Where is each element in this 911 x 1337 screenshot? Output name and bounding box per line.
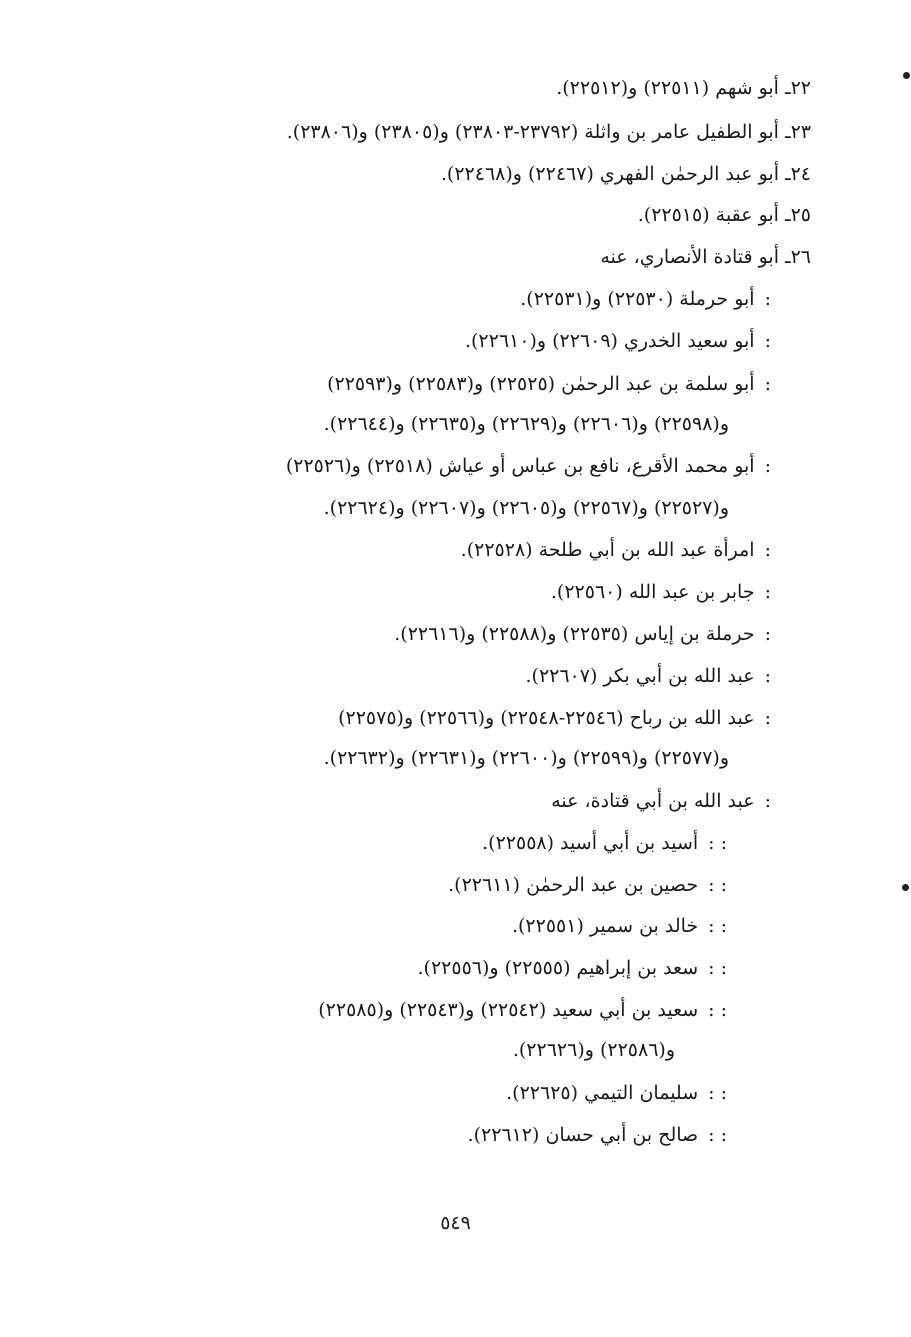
sub-narrator-item <box>468 1121 727 1149</box>
narrator-item <box>551 787 771 815</box>
level-marker: : <box>764 373 771 395</box>
narrator-text: جابر بن عبد الله (٢٢٥٦٠). <box>550 581 755 603</box>
sub-narrator-text: صالح بن أبي حسان (٢٢٦١٢). <box>467 1124 699 1146</box>
level-marker: : <box>764 330 771 352</box>
sub-narrator-text: حصين بن عبد الرحمٰن (٢٢٦١١). <box>448 874 699 896</box>
narrator-continuation: و(٢٢٥٧٧) و(٢٢٥٩٩) و(٢٢٦٠٠) و(٢٢٦٣١) و(٢٢٦٣٢). <box>323 747 729 769</box>
level-marker: : <box>764 790 771 812</box>
level-marker: : <box>764 623 771 645</box>
narrator-text: أبو سعيد الخدري (٢٢٦٠٩) و(٢٢٦١٠). <box>464 330 755 352</box>
narrator-text: عبد الله بن أبي بكر (٢٢٦٠٧). <box>525 665 755 687</box>
level-marker: : : <box>708 1124 727 1146</box>
narrator-item <box>525 662 771 690</box>
level-marker: : <box>764 581 771 603</box>
narrator-text: أبو سلمة بن عبد الرحمٰن (٢٢٥٢٥) و(٢٢٥٨٣) و(٢٢٥٩٣) <box>327 373 755 395</box>
narrator-item <box>520 285 771 313</box>
narrator-text: عبد الله بن أبي قتادة، عنه <box>551 790 755 812</box>
sub-narrator-text: خالد بن سمير (٢٢٥٥١). <box>511 915 699 937</box>
narrator-item <box>327 370 771 398</box>
entry-25: ٢٥ـ أبو عقبة (٢٢٥١٥). <box>637 204 811 226</box>
narrator-item <box>286 452 771 480</box>
level-marker: : <box>764 707 771 729</box>
level-marker: : <box>764 288 771 310</box>
level-marker: : <box>764 539 771 561</box>
narrator-item <box>394 620 771 648</box>
level-marker: : : <box>708 957 727 979</box>
level-marker: : <box>764 665 771 687</box>
entry-22: ٢٢ـ أبو شهم (٢٢٥١١) و(٢٢٥١٢). <box>556 77 811 99</box>
sub-narrator-continuation: و(٢٢٥٨٦) و(٢٢٦٢٦). <box>512 1039 675 1061</box>
sub-narrator-text: سليمان التيمي (٢٢٦٢٥). <box>506 1082 699 1104</box>
narrator-item <box>551 578 771 606</box>
narrator-continuation: و(٢٢٥٢٧) و(٢٢٥٦٧) و(٢٢٦٠٥) و(٢٢٦٠٧) و(٢٢٦٢٤). <box>323 497 729 519</box>
level-marker: : : <box>708 915 727 937</box>
narrator-text: أبو محمد الأقرع، نافع بن عباس أو عياش (٢٢٥١٨) و(٢٢٥٢٦) <box>285 455 755 477</box>
scan-mark <box>902 884 909 891</box>
narrator-text: امرأة عبد الله بن أبي طلحة (٢٢٥٢٨). <box>460 539 755 561</box>
narrator-item <box>338 704 771 732</box>
sub-narrator-item <box>418 954 727 982</box>
narrator-item <box>465 327 771 355</box>
sub-narrator-item <box>482 829 727 857</box>
sub-narrator-text: سعيد بن أبي سعيد (٢٢٥٤٢) و(٢٢٥٤٣) و(٢٢٥٨٥) <box>318 999 699 1021</box>
level-marker: : <box>764 455 771 477</box>
entry-26: ٢٦ـ أبو قتادة الأنصاري، عنه <box>600 246 811 268</box>
level-marker: : : <box>708 1082 727 1104</box>
sub-narrator-item <box>318 996 727 1024</box>
entry-24: ٢٤ـ أبو عبد الرحمٰن الفهري (٢٢٤٦٧) و(٢٢٤٦٨). <box>440 163 811 185</box>
level-marker: : : <box>708 999 727 1021</box>
narrator-continuation: و(٢٢٥٩٨) و(٢٢٦٠٦) و(٢٢٦٢٩) و(٢٢٦٣٥) و(٢٢٦٤٤). <box>323 413 729 435</box>
level-marker: : : <box>708 832 727 854</box>
narrator-text: حرملة بن إياس (٢٢٥٣٥) و(٢٢٥٨٨) و(٢٢٦١٦). <box>394 623 755 645</box>
sub-narrator-item <box>448 871 727 899</box>
sub-narrator-text: أسيد بن أبي أسيد (٢٢٥٥٨). <box>482 832 699 854</box>
level-marker: : : <box>708 874 727 896</box>
narrator-item <box>461 536 771 564</box>
page-number: ٥٤٩ <box>440 1212 471 1234</box>
scan-mark <box>903 72 910 79</box>
sub-narrator-item <box>512 912 727 940</box>
entry-23: ٢٣ـ أبو الطفيل عامر بن واثلة (٢٣٧٩٢-٢٣٨٠٣) و(٢٣٨٠٥) و(٢٣٨٠٦). <box>286 121 811 143</box>
narrator-text: أبو حرملة (٢٢٥٣٠) و(٢٢٥٣١). <box>520 288 755 310</box>
narrator-text: عبد الله بن رباح (٢٢٥٤٦-٢٢٥٤٨) و(٢٢٥٦٦) و(٢٢٥٧٥) <box>338 707 755 729</box>
sub-narrator-item <box>506 1079 727 1107</box>
sub-narrator-text: سعد بن إبراهيم (٢٢٥٥٥) و(٢٢٥٥٦). <box>417 957 699 979</box>
